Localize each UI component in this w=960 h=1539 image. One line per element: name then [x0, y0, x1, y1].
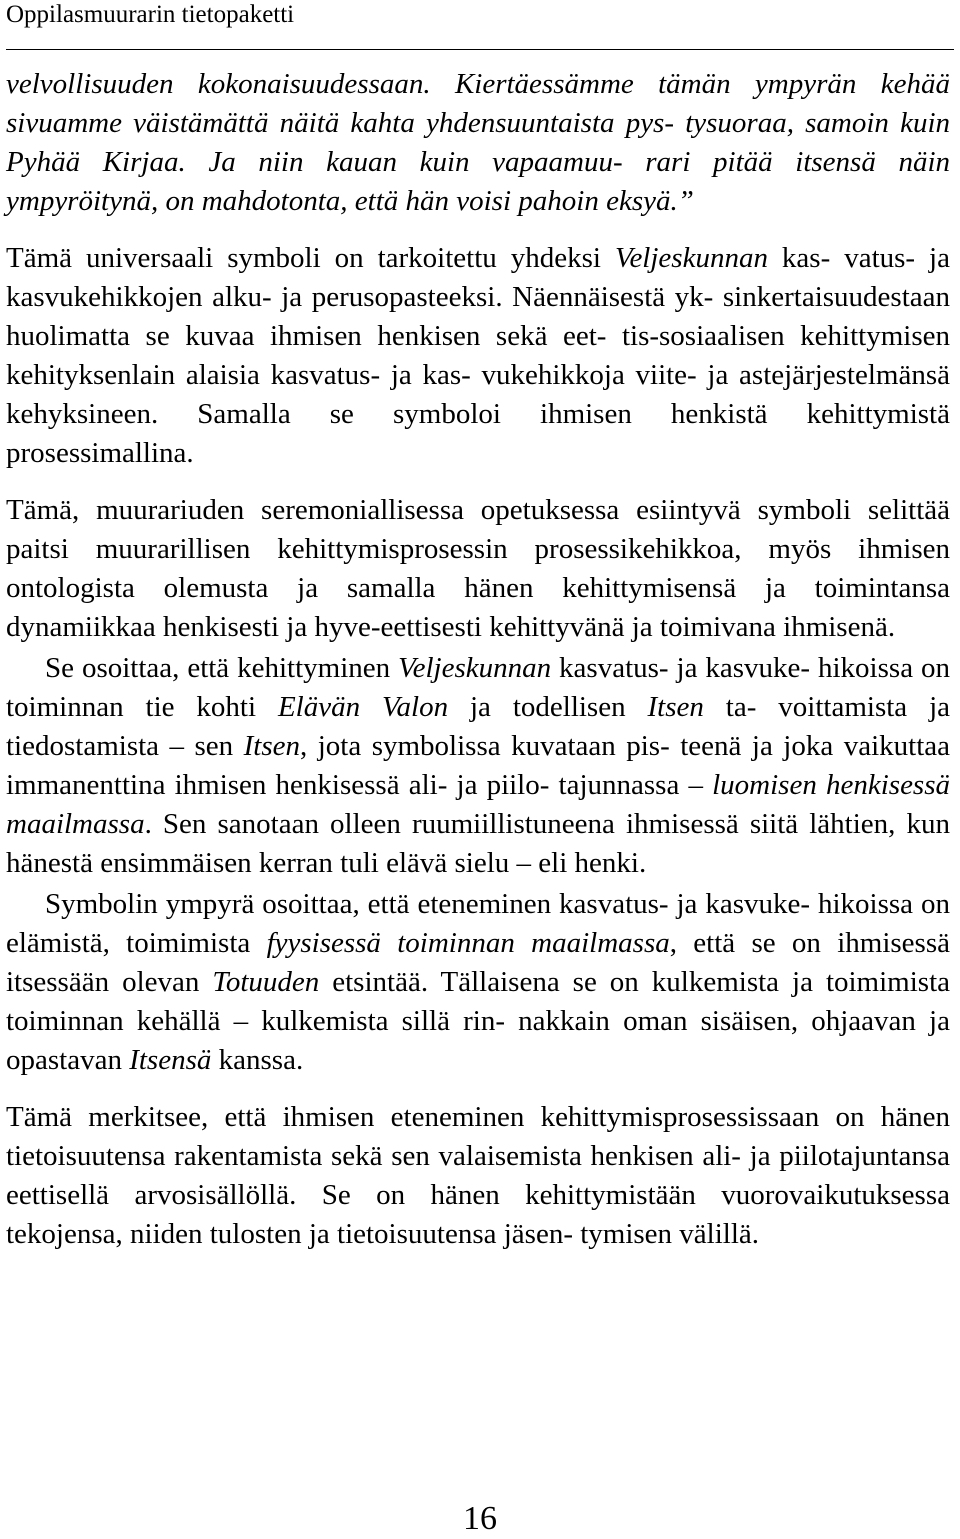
text-run: Tämä universaali symboli on tarkoitettu yhdeksi [6, 242, 615, 274]
line: tysuoraa, samoin kuin Pyhää Kirjaa. Ja niin kauan kuin vapaamuu- [6, 107, 950, 178]
text-run: . Sen sanotaan olleen ruumiillistuneena ihmisessä siitä lähtien, kun hänestä ensimmäisen kerran tuli elävä sielu – eli henki. [6, 808, 950, 879]
italic-run: Itsen [243, 730, 301, 762]
italic-run: Totuuden [212, 966, 320, 998]
paragraph-circle-meaning [6, 885, 950, 1080]
text-run: kanssa. [211, 1044, 304, 1076]
header-rule [6, 49, 954, 50]
text-run: ja todellisen [448, 691, 648, 723]
paragraph-consciousness [6, 1098, 950, 1254]
text-run: Tämä merkitsee, että ihmisen eteneminen kehittymisprosessissaan on hänen tietoisuutensa rakentamista sekä sen valaisemista henkisen ali- ja piilotajuntansa eettisellä arvosisällöllä. Se on hänen kehittymistään vuorovaikutuksessa tekojensa, niiden tulosten ja tietoisuutensa jäsen- tymisen välillä. [6, 1101, 950, 1250]
line: pahoin eksyä.” [518, 185, 694, 217]
paragraph-gap [6, 221, 950, 239]
paragraph-universal-symbol [6, 239, 950, 473]
text-run: , jota symbolissa kuvataan pis- teenä ja joka vaikuttaa immanenttina ihmisen henkisessä ali- ja piilo- tajunnassa – [6, 730, 951, 801]
page-number: 16 [463, 1500, 497, 1537]
italic-run: Itsensä [129, 1044, 212, 1076]
text-run: , että se on ihmisessä itsessään olevan [6, 927, 950, 998]
text-run: ta- voittamista ja tiedostamista – sen [6, 691, 951, 762]
text-run: Se osoittaa, että kehittyminen [45, 652, 399, 684]
italic-run: Elävän Valon [277, 691, 449, 723]
line: velvollisuuden kokonaisuudessaan. Kiertäessämme tämän ympyrän [6, 68, 857, 100]
page-body [6, 65, 950, 1254]
paragraph-development-path [6, 649, 950, 883]
italic-run: Veljeskunnan [398, 652, 552, 684]
text-run: etsintää. Tällaisena se on kulkemista ja toimimista toiminnan kehällä – kulkemista sillä rin- nakkain oman sisäisen, ohjaavan ja opastavan [6, 966, 951, 1076]
paragraph-gap [6, 473, 950, 491]
paragraph-gap [6, 1080, 950, 1098]
text-run: Tämä, muurariuden seremoniallisessa opetuksessa esiintyvä symboli selittää paitsi muurarillisen kehittymisprosessin prosessikehikkoa, myös ihmisen ontologista olemusta ja samalla hänen kehittymisensä ja toimintansa dynamiikkaa henkisesti ja hyve-eettisesti kehittyvänä ja toimivana ihmisenä. [6, 494, 950, 643]
italic-run: Itsen [647, 691, 704, 723]
paragraph-quote-end [6, 65, 950, 221]
line: kehää sivuamme väistämättä näitä kahta yhdensuuntaista pys- [6, 68, 950, 139]
italic-run: Veljeskunnan [614, 242, 768, 274]
text-run: kasvatus- ja kasvuke- hikoissa on toiminnan tie kohti [6, 652, 950, 723]
paragraph-ceremonial-symbol [6, 491, 950, 647]
text-run: kas- vatus- ja kasvukehikkojen alku- ja perusopasteeksi. Näennäisestä yk- sinkertaisuudestaan huolimatta se kuvaa ihmisen henkisen sekä eet- tis-sosiaalisen kehittymisen kehityksenlain alaisia kasvatus- ja kas- vukehikkoja viite- ja astejärjestelmänsä kehyksineen. Samalla se symboloi ihmisen henkistä kehittymistä prosessimallina. [6, 242, 950, 469]
line: rari pitää itsensä näin ympyröitynä, on mahdotonta, että hän voisi [6, 146, 951, 217]
italic-run: fyysisessä toiminnan maailmassa [266, 927, 670, 959]
text-run: Symbolin ympyrä osoittaa, että eteneminen kasvatus- ja kasvuke- hikoissa on elämistä, toimimista [6, 888, 950, 959]
italic-run: luomisen henkisessä maailmassa [6, 769, 951, 840]
running-header: Oppilasmuurarin tietopaketti [6, 1, 295, 28]
